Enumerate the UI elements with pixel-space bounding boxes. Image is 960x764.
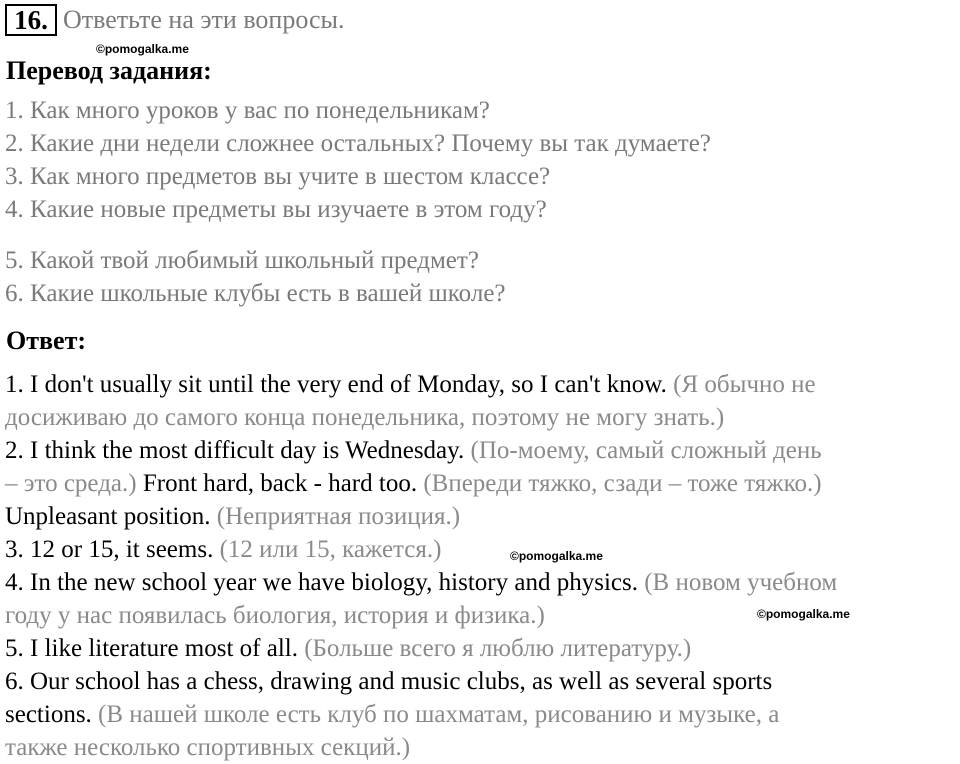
question-3: 3. Как много предметов вы учите в шестом классе?: [5, 163, 551, 190]
answer-heading: Ответ:: [6, 326, 87, 355]
answer-en: 3. 12 or 15, it seems.: [5, 536, 214, 563]
watermark: ©pomogalka.me: [96, 42, 189, 56]
answer-ru: (В новом учебном: [637, 569, 838, 596]
answer-ru: (Больше всего я люблю литературу.): [297, 635, 692, 662]
answer-ru: досиживаю до самого конца понедельника, поэтому не могу знать.): [5, 404, 725, 431]
watermark: ©pomogalka.me: [510, 549, 603, 563]
answer-line: [5, 533, 441, 566]
answer-line: [5, 599, 545, 632]
answer-en: 6. Our school has a chess, drawing and music clubs, as well as several sports: [5, 668, 773, 695]
answer-ru: (12 или 15, кажется.): [213, 536, 442, 563]
exercise-number: 16.: [5, 4, 57, 36]
question-2: 2. Какие дни недели сложнее остальных? Почему вы так думаете?: [5, 130, 711, 157]
answer-ru: – это среда.): [5, 470, 137, 497]
question-1: 1. Как много уроков у вас по понедельникам?: [5, 97, 490, 124]
answer-line: [5, 500, 460, 533]
question-5: 5. Какой твой любимый школьный предмет?: [5, 247, 479, 274]
answer-line: [5, 698, 779, 731]
answer-en: 4. In the new school year we have biology, history and physics.: [5, 569, 638, 596]
answer-en: 2. I think the most difficult day is Wednesday.: [5, 437, 465, 464]
answer-line: [5, 467, 822, 500]
answer-ru: также несколько спортивных секций.): [5, 734, 411, 761]
answer-line: [5, 632, 691, 665]
answer-ru: (Неприятная позиция.): [210, 503, 461, 530]
answer-ru: году у нас появилась биология, история и физика.): [5, 602, 545, 629]
answer-ru: (Впереди тяжко, сзади – тоже тяжко.): [417, 470, 822, 497]
answer-line: [5, 731, 410, 764]
answer-ru: (Я обычно не: [666, 371, 816, 398]
task-text: Ответьте на эти вопросы.: [63, 5, 345, 34]
answer-line: [5, 566, 837, 599]
answer-line: [5, 401, 724, 434]
answer-line: [5, 665, 772, 698]
translation-heading: Перевод задания:: [6, 56, 212, 85]
answer-en: Front hard, back - hard too.: [136, 470, 418, 497]
answer-ru: (В нашей школе есть клуб по шахматам, рисованию и музыке, а: [91, 701, 780, 728]
answer-ru: (По-моему, самый сложный день: [464, 437, 822, 464]
answer-en: sections.: [5, 701, 92, 728]
question-6: 6. Какие школьные клубы есть в вашей школе?: [5, 280, 506, 307]
watermark: ©pomogalka.me: [757, 607, 850, 621]
question-4: 4. Какие новые предметы вы изучаете в этом году?: [5, 196, 547, 223]
answer-en: 5. I like literature most of all.: [5, 635, 298, 662]
answer-line: [5, 434, 822, 467]
answer-en: 1. I don't usually sit until the very end of Monday, so I can't know.: [5, 371, 667, 398]
answer-line: [5, 368, 816, 401]
answer-en: Unpleasant position.: [5, 503, 211, 530]
